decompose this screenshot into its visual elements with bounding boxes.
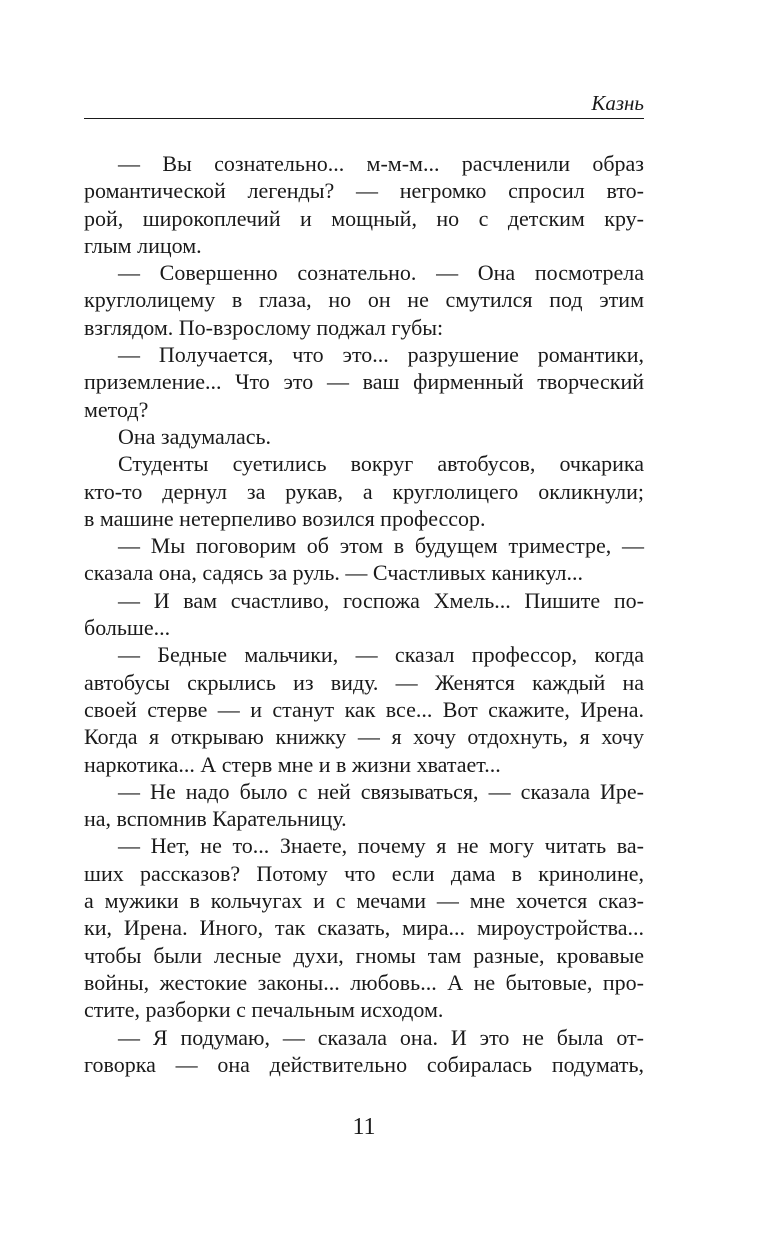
text-line: наркотика... А стерв мне и в жизни хватает... (84, 751, 501, 777)
text-line: Студенты суетились вокруг автобусов, очкарика (118, 451, 644, 477)
text-line: больше... (84, 615, 171, 641)
text-line: ших рассказов? Потому что если дама в кринолине, (84, 860, 644, 886)
text-line: ки, Ирена. Иного, так сказать, мира... мироустройства... (84, 915, 644, 941)
text-line: круглолицему в глаза, но он не смутился под этим (84, 287, 644, 313)
text-line: кто-то дернул за рукав, а круглолицего окликнули; (84, 478, 644, 504)
text-line: войны, жестокие законы... любовь... А не бытовые, про- (84, 969, 644, 995)
text-line: стите, разборки с печальным исходом. (84, 997, 444, 1023)
text-line: Она задумалась. (118, 423, 272, 449)
text-line: романтической легенды? — негромко спросил вто- (84, 178, 644, 204)
text-line: в машине нетерпеливо возился профессор. (84, 505, 486, 531)
text-line: приземление... Что это — ваш фирменный творческий (84, 369, 644, 395)
text-line: автобусы скрылись из виду. — Женятся каждый на (84, 669, 644, 695)
body-text (84, 150, 644, 1078)
text-line: сказала она, садясь за руль. — Счастливых каникул... (84, 560, 583, 586)
text-line: взглядом. По-взрослому поджал губы: (84, 314, 444, 340)
text-line: — Нет, не то... Знаете, почему я не могу читать ва- (118, 833, 644, 859)
text-line: Когда я открываю книжку — я хочу отдохнуть, я хочу (84, 724, 644, 750)
text-line: — Мы поговорим об этом в будущем триместре, — (118, 533, 644, 559)
text-line: на, вспомнив Карательницу. (84, 806, 347, 832)
text-line: говорка — она действительно собиралась подумать, (84, 1051, 644, 1077)
text-line: — И вам счастливо, госпожа Хмель... Пишите по- (118, 587, 644, 613)
text-line: — Вы сознательно... м-м-м... расчленили образ (118, 151, 644, 176)
text-line: а мужики в кольчугах и с мечами — мне хочется сказ- (84, 888, 644, 914)
text-line: — Бедные мальчики, — сказал профессор, когда (118, 642, 644, 668)
page-number: 11 (352, 1114, 376, 1140)
text-line: — Совершенно сознательно. — Она посмотрела (118, 260, 644, 286)
text-line: своей стерве — и станут как все... Вот скажите, Ирена. (84, 696, 644, 722)
header-rule (84, 118, 644, 119)
text-line: рой, широкоплечий и мощный, но с детским кру- (84, 205, 644, 231)
running-head-title: Казнь (591, 91, 644, 115)
text-line: метод? (84, 396, 149, 422)
text-line: — Не надо было с ней связываться, — сказала Ире- (118, 778, 644, 804)
text-line: — Получается, что это... разрушение романтики, (118, 342, 644, 368)
text-line: — Я подумаю, — сказала она. И это не была от- (118, 1024, 644, 1050)
text-line: глым лицом. (84, 232, 202, 258)
text-line: чтобы были лесные духи, гномы там разные, кровавые (84, 942, 644, 968)
